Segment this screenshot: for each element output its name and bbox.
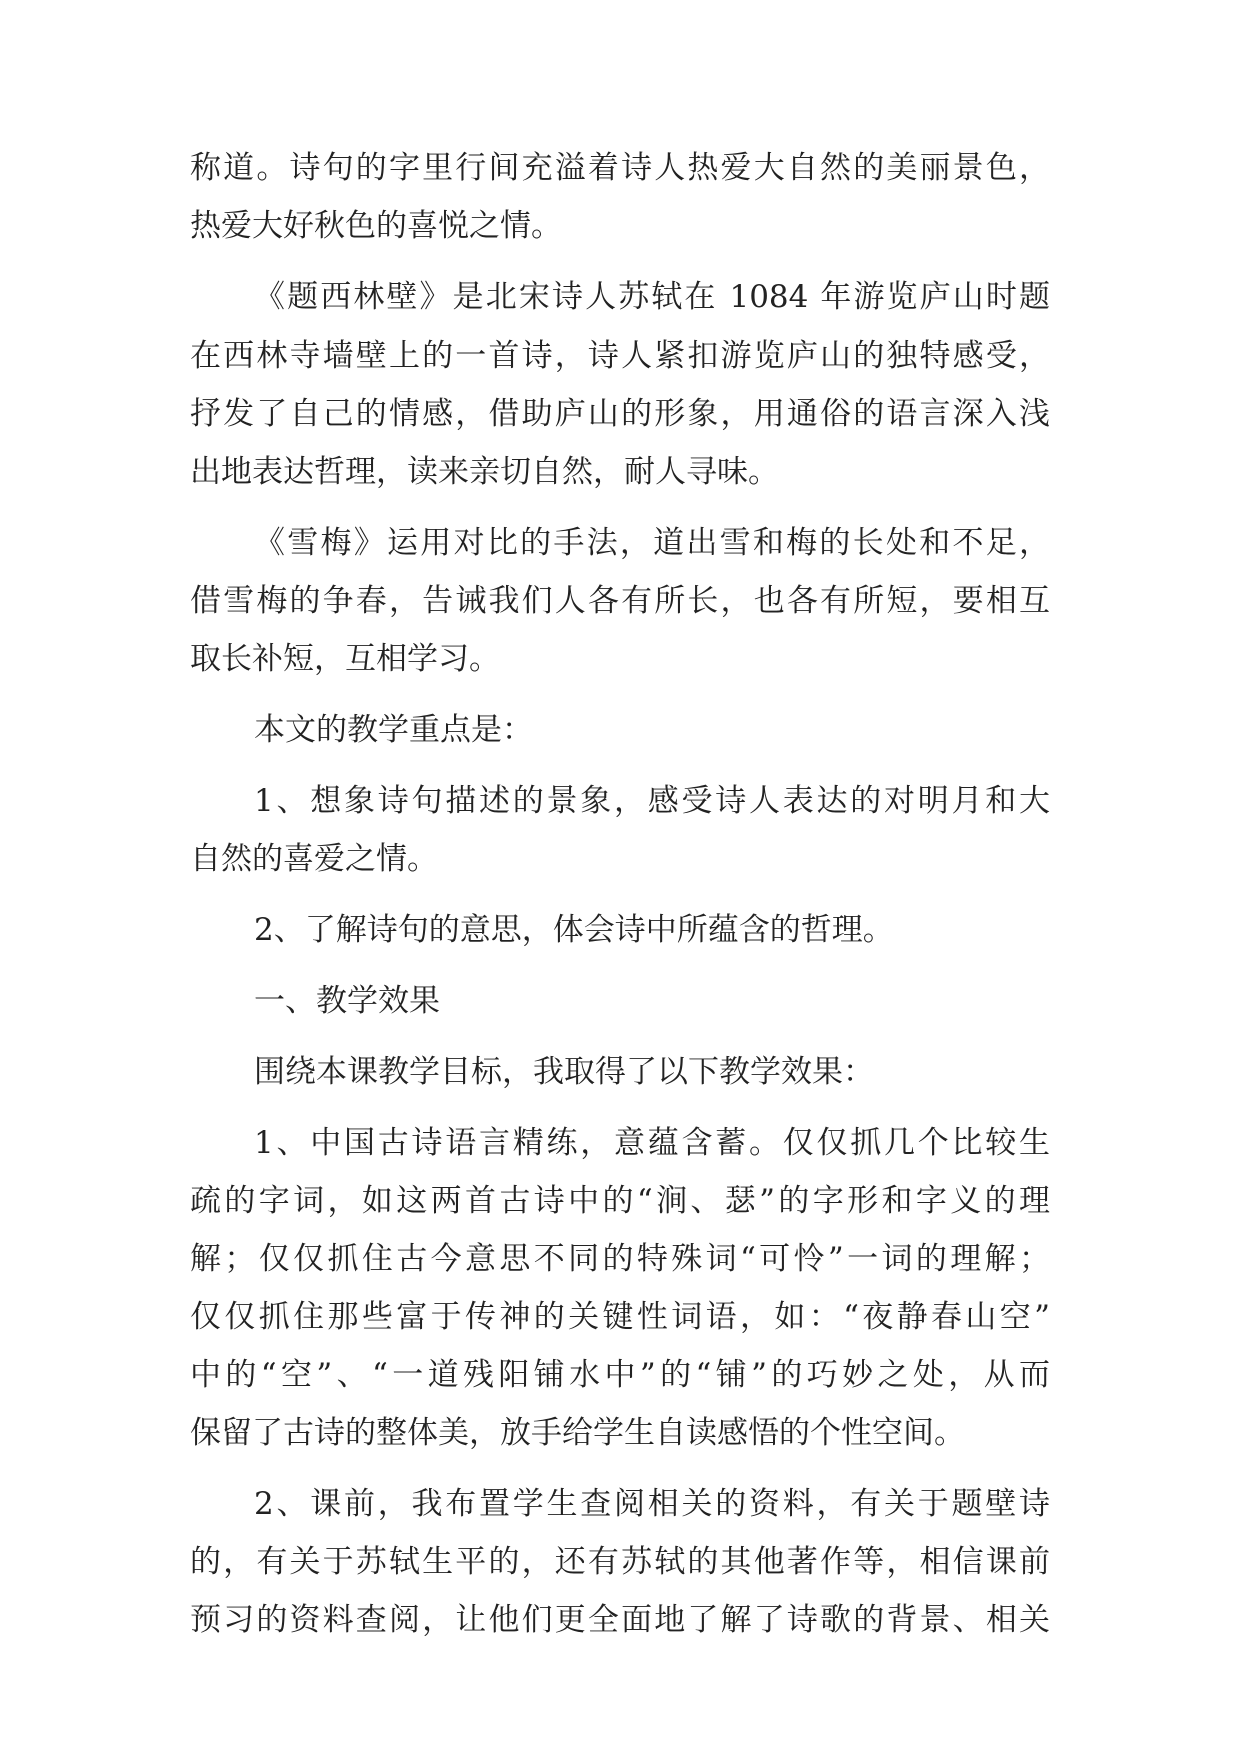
text-line: 《题西林壁》是北宋诗人苏轼在 1084 年游览庐山时题 bbox=[254, 279, 1050, 315]
text-line: 取长补短，互相学习。 bbox=[190, 641, 500, 677]
text-line: 仅仅抓住那些富于传神的关键性词语，如：“夜静春山空” bbox=[190, 1299, 1050, 1335]
text-line: 中的“空”、“一道残阳铺水中”的“铺”的巧妙之处，从而 bbox=[190, 1357, 1050, 1393]
text-line: 1、想象诗句描述的景象，感受诗人表达的对明月和大 bbox=[254, 783, 1050, 819]
text-line: 疏的字词，如这两首古诗中的“涧、瑟”的字形和字义的理 bbox=[190, 1183, 1050, 1219]
text-line: 2、了解诗句的意思，体会诗中所蕴含的哲理。 bbox=[254, 912, 894, 948]
section-heading: 一、教学效果 bbox=[254, 983, 440, 1019]
text-line: 《雪梅》运用对比的手法，道出雪和梅的长处和不足， bbox=[254, 525, 1050, 561]
text-line: 预习的资料查阅，让他们更全面地了解了诗歌的背景、相关 bbox=[190, 1602, 1050, 1638]
text-line: 本文的教学重点是： bbox=[254, 712, 533, 748]
text-line: 2、课前，我布置学生查阅相关的资料，有关于题壁诗 bbox=[254, 1486, 1050, 1522]
text-line: 保留了古诗的整体美，放手给学生自读感悟的个性空间。 bbox=[190, 1415, 965, 1451]
text-line: 在西林寺墙壁上的一首诗，诗人紧扣游览庐山的独特感受， bbox=[190, 338, 1050, 374]
text-line: 围绕本课教学目标，我取得了以下教学效果： bbox=[254, 1054, 874, 1090]
text-line: 抒发了自己的情感，借助庐山的形象，用通俗的语言深入浅 bbox=[190, 396, 1050, 432]
text-line: 1、中国古诗语言精练，意蕴含蓄。仅仅抓几个比较生 bbox=[254, 1125, 1050, 1161]
text-line: 的，有关于苏轼生平的，还有苏轼的其他著作等，相信课前 bbox=[190, 1544, 1050, 1580]
text-line: 解；仅仅抓住古今意思不同的特殊词“可怜”一词的理解； bbox=[190, 1241, 1050, 1277]
text-line: 出地表达哲理，读来亲切自然，耐人寻味。 bbox=[190, 454, 779, 490]
text-line: 热爱大好秋色的喜悦之情。 bbox=[190, 208, 562, 244]
text-line: 借雪梅的争春，告诫我们人各有所长，也各有所短，要相互 bbox=[190, 583, 1050, 619]
text-line: 称道。诗句的字里行间充溢着诗人热爱大自然的美丽景色， bbox=[190, 150, 1050, 186]
text-line: 自然的喜爱之情。 bbox=[190, 841, 438, 877]
